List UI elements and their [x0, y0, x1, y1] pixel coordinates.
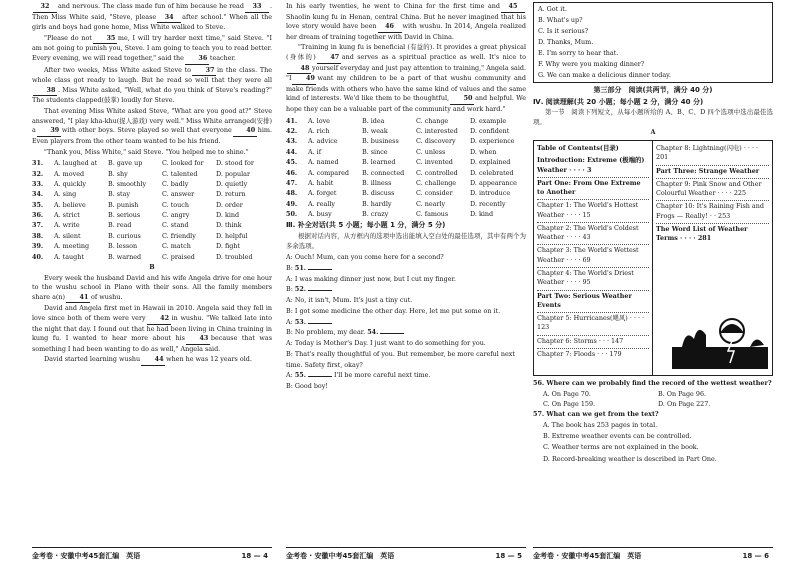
footer-page-number: 18 — 4	[241, 551, 268, 560]
dialog-line: B: 51.	[286, 263, 526, 274]
blank: 38	[33, 86, 57, 97]
blank: 34	[157, 13, 181, 24]
option-row: 36. A. strict B. serious C. angry D. kind	[32, 211, 240, 220]
dialog-line: B: No problem, my dear. 54.	[286, 327, 526, 338]
blank: 42	[147, 314, 171, 325]
option: D. Record-breaking weather is described in Part One.	[543, 454, 717, 463]
dialog-line: A: I was making dinner just now, but I cut my finger.	[286, 274, 456, 283]
option-row: 48. A. forget B. discuss C. consider D. introduce	[286, 189, 511, 198]
blank: 44	[141, 355, 165, 366]
table-of-contents	[533, 140, 773, 376]
dialog-line: B: Good boy!	[286, 382, 328, 391]
toc-entry: Chapter 10: It's Raining Fish and Frogs — Really! · · 253	[656, 201, 769, 224]
option: B. On Page 96.	[658, 389, 707, 398]
dialog-line: A: Today is Mother's Day. I just want to do something for you.	[286, 339, 486, 348]
question: 56. Where can we probably find the record of the wettest weather?	[533, 378, 772, 387]
dialog	[286, 252, 526, 392]
options-table	[286, 116, 526, 220]
option-row: 38. A. silent B. curious C. friendly D. helpful	[32, 231, 248, 240]
option: A. On Page 70.	[543, 389, 591, 398]
passage-paragraph: "Thank you, Miss White," said Steve. "You helped me to shine."	[44, 147, 249, 156]
toc-entry: Chapter 3: The World's Wettest Weather · · · · 69	[537, 245, 649, 268]
blank: 41	[66, 293, 90, 304]
blank: 40	[233, 126, 257, 137]
option-row: 31. A. laughed at B. gave up C. looked for D. stood for	[32, 159, 254, 168]
toc-right	[653, 141, 772, 375]
dialog-line: B: 52.	[286, 284, 526, 295]
blank: 32	[33, 2, 57, 13]
option-row: 41. A. love B. idea C. change D. example	[286, 116, 507, 125]
option-row: 33. A. quickly B. smoothly C. badly D. quietly	[32, 179, 248, 188]
toc-entry: Chapter 1: The World's Hottest Weather · · · · 15	[537, 200, 649, 223]
choice-item: D. Thanks, Mum.	[538, 38, 594, 47]
passage-paragraph: In his early twenties, he went to China for the first time and 45Shaolin kung fu in Henan, central China. But he never imagined that his love story would have been 46 with wushu. In 2014, Angela realized her dream of training together with David in China.	[286, 2, 526, 41]
question: 57. What can we get from the text?	[533, 410, 659, 419]
passage-paragraph: "Training in kung fu is beneficial (有益的). It provides a great physical (身体的) 47 and serves as a spiritual practice as well. It's nice to48 yourself everyday and just pay attention to training," Angela said. "I 49 want my children to be a part of that wushu community and make friends with others who have the same kind of values and the same kind of interests. We'd like them to be thoughtful, 50 and helpful. We hope they can be a valuable part of the community and work hard."	[286, 43, 526, 114]
passage-paragraph: David and Angela first met in Hawaii in 2010. Angela said they fell in love since both of them were very 42 in wushu. "We talked late into the night that day. I found out that he had been living in China training in kung fu. I wanted to hear more about his 43 because that was something I had been wanting to do as well," Angela said.	[32, 304, 272, 353]
option-row: 49. A. really B. hardly C. nearly D. recently	[286, 199, 506, 208]
weather-illustration-icon	[672, 309, 768, 369]
passage-paragraph: David started learning wushu 44 when he was 12 years old.	[32, 355, 272, 366]
footer-brand: 金考卷 · 安徽中考45套汇编 英语	[286, 551, 395, 560]
answer-choice-box	[533, 2, 773, 83]
dialog-line: A: 53.	[286, 317, 526, 328]
choice-item: A. Got it.	[538, 5, 567, 13]
option-row: 37. A. write B. read C. stand D. think	[32, 221, 242, 230]
choice-item: B. What's up?	[538, 16, 583, 25]
blank: 43	[186, 334, 210, 345]
blank: 39	[37, 126, 61, 137]
dialog-line: A: Ouch! Mum, can you come here for a second?	[286, 253, 444, 262]
column-right	[533, 2, 773, 540]
option: A. The book has 253 pages in total.	[543, 420, 658, 429]
section-letter: A	[650, 128, 656, 137]
toc-entry: Part Two: Serious Weather Events	[537, 291, 649, 314]
option-row: 39. A. meeting B. lesson C. match D. fight	[32, 242, 240, 251]
part-heading: 第三部分 阅读(共两节，满分 40 分)	[593, 86, 713, 95]
toc-entry: Chapter 9: Pink Snow and Other Colourful Weather · · · · 225	[656, 179, 769, 202]
passage-paragraph: "Please do not 35 me, I will try harder next time," said Steve. "I am not going to punish you, Steve. I am going to teach you to read better. Every evening, we will read together," said the 36 teacher.	[32, 34, 272, 65]
section-instruction: 第一节 阅读下列短文，从每小题所给的 A、B、C、D 四个选项中选出最佳选项。	[533, 108, 773, 126]
dialog-line: B: That's really thoughtful of you. But remember, be more careful next time. Safety first, okay?	[286, 349, 515, 369]
column-middle	[286, 2, 526, 540]
page-footer	[533, 547, 773, 561]
question-options	[533, 420, 773, 465]
option-row: 46. A. compared B. connected C. controlled D. celebrated	[286, 168, 514, 177]
option: B. Extreme weather events can be controlled.	[543, 432, 692, 441]
question-options	[533, 389, 773, 411]
column-left	[32, 2, 272, 540]
section-heading: Ⅲ. 补全对话(共 5 小题；每小题 1 分，满分 5 分)	[286, 221, 446, 230]
option-row: 44. A. if B. since C. unless D. when	[286, 147, 497, 156]
dialog-line: B: I got some medicine the other day. Here, let me put some on it.	[286, 306, 501, 315]
choice-item: C. Is it serious?	[538, 27, 589, 36]
blank: 37	[192, 66, 216, 77]
option-row: 34. A. sing B. stay C. answer D. return	[32, 190, 246, 199]
passage-paragraph: 32 and nervous. The class made fun of him because he read 33 . Then Miss White said, "Steve, please 34 after school." When all the girls and boys had gone home, Miss White walked to Steve.	[32, 2, 272, 32]
page-footer	[32, 547, 272, 561]
section-letter: B	[149, 262, 155, 271]
toc-entry: Chapter 5: Hurricanes(飓风) · · · · 123	[537, 313, 649, 336]
option-row: 32. A. moved B. shy C. talented D. popular	[32, 169, 251, 178]
passage-paragraph: After two weeks, Miss White asked Steve to 37 in the class. The whole class got ready to laugh. But he read so well that they were all38 . Miss White asked, "Well, what do you think of Steve's reading?" The students clapped(鼓掌) loudly for Steve.	[32, 65, 272, 105]
option-row: 42. A. rich B. weak C. interested D. confident	[286, 127, 510, 136]
options-table	[32, 158, 272, 262]
dialog-line: A: No, it isn't, Mum. It's just a tiny cut.	[286, 296, 413, 305]
choice-item: F. Why were you making dinner?	[538, 60, 645, 69]
section-instruction: 根据对话内容，从方框内的选项中选出能填入空白处的最佳选项，其中有两个为多余选项。	[286, 231, 526, 250]
toc-entry: Part Three: Strange Weather	[656, 166, 769, 179]
blank: 45	[501, 2, 525, 13]
choice-item: G. We can make a delicious dinner today.	[538, 71, 671, 80]
toc-entry: Chapter 7: Floods · · · 179	[537, 350, 622, 358]
option-row: 47. A. habit B. illness C. challenge D. appearance	[286, 178, 517, 187]
toc-left	[534, 141, 653, 375]
blank: 49	[292, 74, 316, 85]
footer-page-number: 18 — 5	[495, 551, 522, 560]
option: D. On Page 227.	[658, 400, 711, 409]
dialog-line: A: 55. I'll be more careful next time.	[286, 371, 431, 380]
section-heading: Ⅳ. 阅读理解(共 20 小题；每小题 2 分，满分 40 分)	[533, 97, 704, 106]
passage-paragraph: That evening Miss White asked Steve, "What are you good at?" Steve answered, "I play kha-khu(捉人游戏) very well." Miss White arranged(安排) a 39 with other boys. Steve played so well that everyone 40 him. Even players from the other team wanted to be his friend.	[32, 107, 272, 145]
page-footer	[286, 547, 526, 561]
footer-page-number: 18 — 6	[742, 551, 769, 560]
blank: 33	[245, 2, 269, 13]
toc-entry: Part One: From One Extreme to Another	[537, 178, 649, 201]
footer-brand: 金考卷 · 安徽中考45套汇编 英语	[32, 551, 141, 560]
choice-item: E. I'm sorry to hear that.	[538, 49, 619, 58]
option-row: 40. A. taught B. warned C. praised D. troubled	[32, 252, 253, 261]
toc-entry: The Word List of Weather Terms · · · · 281	[656, 224, 748, 243]
toc-entry: Chapter 4: The World's Driest Weather · · · · 95	[537, 268, 649, 291]
option-row: 35. A. believe B. punish C. touch D. order	[32, 200, 243, 209]
blank: 46	[378, 22, 402, 33]
blank: 36	[185, 54, 209, 65]
option: C. On Page 159.	[543, 400, 596, 409]
toc-title: Table of Contents(目录)	[537, 143, 619, 152]
option-row: 43. A. advice B. business C. discovery D. experience	[286, 137, 515, 146]
toc-entry: Introduction: Extreme (极端的) Weather · · · · 3	[537, 155, 649, 178]
passage-paragraph: Every week the husband David and his wife Angela drive for one hour to the wushu school in Plano with their sons. All the family members share a(n) 41 of wushu.	[32, 274, 272, 304]
toc-entry: Chapter 8: Lightning(闪电) · · · · 201	[656, 143, 769, 166]
blank: 35	[93, 34, 117, 45]
blank: 47	[317, 53, 341, 64]
option-row: 45. A. named B. learned C. invented D. explained	[286, 158, 511, 167]
blank: 48	[287, 64, 311, 75]
footer-brand: 金考卷 · 安徽中考45套汇编 英语	[533, 551, 642, 560]
option: C. Weather terms are not explained in the book.	[543, 443, 699, 452]
toc-entry: Chapter 6: Storms · · · 147	[537, 336, 649, 349]
blank: 50	[450, 94, 474, 105]
toc-entry: Chapter 2: The World's Coldest Weather · · · · 43	[537, 223, 649, 246]
option-row: 50. A. busy B. crazy C. famous D. kind	[286, 210, 494, 219]
